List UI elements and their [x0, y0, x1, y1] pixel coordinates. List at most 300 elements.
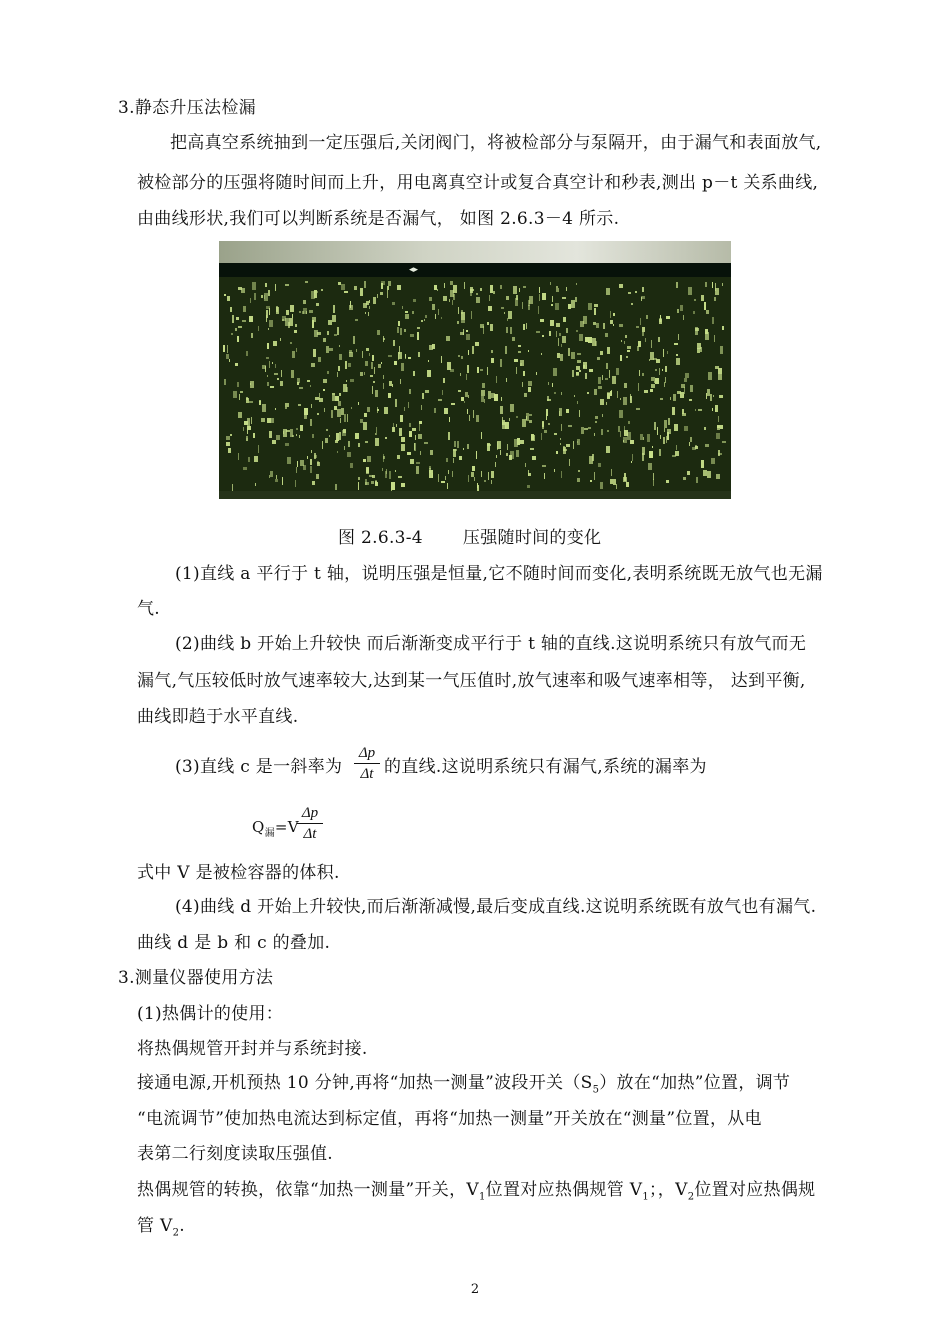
noise-mark	[494, 397, 496, 400]
item-2-line: (2)曲线 b 开始上升较快 而后渐渐变成平行于 t 轴的直线.这说明系统只有放气而无	[175, 634, 807, 654]
noise-mark	[392, 384, 393, 387]
noise-mark	[419, 424, 420, 431]
noise-mark	[636, 408, 640, 410]
noise-mark	[268, 290, 270, 296]
noise-mark	[578, 470, 580, 472]
noise-mark	[463, 329, 464, 335]
noise-mark	[313, 349, 316, 357]
noise-mark	[383, 383, 384, 389]
noise-mark	[223, 345, 225, 352]
noise-mark	[258, 326, 259, 331]
noise-mark	[518, 351, 521, 353]
noise-mark	[295, 480, 296, 487]
noise-mark	[290, 342, 292, 344]
noise-mark	[315, 397, 319, 400]
noise-mark	[358, 402, 359, 405]
subscript: 2	[687, 1191, 695, 1203]
noise-mark	[286, 310, 289, 315]
noise-mark	[424, 442, 428, 444]
noise-mark	[356, 349, 357, 352]
noise-mark	[639, 370, 640, 376]
noise-mark	[528, 473, 531, 476]
noise-mark	[424, 319, 425, 321]
noise-mark	[365, 479, 367, 485]
fraction-denominator: Δt	[360, 766, 374, 782]
noise-mark	[473, 410, 474, 418]
noise-mark	[276, 306, 278, 312]
noise-mark	[559, 333, 561, 336]
item-2-line: 曲线即趋于水平直线.	[137, 707, 299, 727]
noise-mark	[303, 300, 306, 304]
noise-mark	[285, 407, 287, 409]
noise-mark	[388, 393, 391, 398]
noise-mark	[276, 435, 280, 440]
noise-mark	[337, 327, 339, 335]
noise-mark	[589, 369, 593, 372]
noise-mark	[339, 345, 340, 347]
noise-mark	[358, 443, 360, 447]
noise-mark	[506, 453, 508, 456]
noise-mark	[556, 323, 560, 327]
noise-mark	[715, 366, 719, 369]
noise-mark	[664, 382, 665, 387]
noise-mark	[297, 382, 299, 385]
noise-mark	[311, 404, 312, 408]
noise-mark	[539, 287, 540, 293]
noise-mark	[532, 456, 536, 460]
noise-mark	[389, 381, 392, 386]
noise-mark	[319, 398, 323, 402]
noise-mark	[334, 334, 337, 336]
noise-mark	[597, 357, 600, 360]
noise-mark	[713, 395, 714, 397]
noise-mark	[677, 309, 679, 313]
noise-mark	[642, 287, 644, 292]
noise-mark	[441, 317, 442, 319]
noise-mark	[292, 435, 294, 437]
noise-mark	[643, 437, 644, 440]
noise-mark	[292, 314, 293, 318]
noise-mark	[716, 474, 720, 479]
noise-mark	[327, 331, 329, 335]
slope-fraction	[354, 744, 380, 783]
noise-mark	[524, 393, 527, 397]
noise-mark	[336, 433, 339, 441]
figure-bottom-strip	[219, 491, 731, 499]
section-heading-leak-test: 3.静态升压法检漏	[118, 98, 256, 118]
noise-mark	[484, 480, 486, 482]
noise-mark	[253, 433, 255, 438]
noise-mark	[525, 463, 526, 467]
noise-mark	[366, 348, 369, 351]
noise-mark	[548, 423, 550, 425]
noise-mark	[657, 427, 658, 435]
noise-mark	[407, 452, 411, 455]
noise-mark	[572, 370, 574, 377]
noise-mark	[444, 408, 448, 414]
noise-mark	[347, 452, 351, 457]
noise-mark	[350, 463, 353, 468]
noise-mark	[706, 393, 707, 399]
noise-mark	[547, 396, 549, 401]
noise-mark	[718, 453, 722, 455]
text-span: 管 V	[137, 1216, 173, 1236]
noise-mark	[445, 476, 446, 480]
noise-mark	[637, 346, 639, 351]
noise-mark	[466, 330, 468, 332]
noise-mark	[674, 343, 678, 345]
noise-mark	[430, 450, 433, 455]
noise-mark	[623, 440, 624, 442]
noise-mark	[654, 422, 656, 430]
noise-mark	[461, 320, 465, 323]
noise-mark	[625, 335, 627, 338]
noise-mark	[487, 367, 488, 375]
noise-mark	[666, 316, 670, 319]
noise-mark	[468, 395, 469, 398]
noise-mark	[333, 305, 335, 313]
noise-mark	[364, 413, 367, 417]
noise-mark	[323, 389, 325, 391]
noise-mark	[611, 469, 612, 476]
noise-mark	[297, 461, 298, 467]
noise-mark	[311, 450, 312, 453]
noise-mark	[708, 372, 712, 380]
noise-mark	[380, 292, 383, 295]
text-span: 接通电源,开机预热 10 分钟,再将“加热一测量”波段开关（S	[137, 1073, 593, 1093]
noise-mark	[627, 346, 631, 349]
noise-mark	[382, 468, 383, 471]
noise-mark	[375, 433, 376, 435]
noise-mark	[476, 451, 477, 459]
noise-mark	[556, 286, 558, 288]
noise-mark	[350, 379, 354, 382]
noise-mark	[276, 475, 277, 479]
noise-mark	[490, 285, 493, 293]
noise-mark	[542, 335, 544, 337]
noise-mark	[416, 466, 419, 474]
noise-mark	[291, 370, 294, 378]
noise-mark	[659, 318, 662, 322]
noise-mark	[398, 321, 400, 326]
noise-mark	[596, 323, 599, 328]
noise-mark	[309, 310, 313, 313]
noise-mark	[716, 433, 720, 439]
noise-mark	[267, 343, 269, 349]
noise-mark	[413, 371, 415, 376]
noise-mark	[467, 409, 468, 414]
noise-mark	[491, 471, 494, 478]
noise-mark	[371, 481, 374, 484]
noise-mark	[507, 444, 508, 450]
noise-mark	[510, 404, 514, 412]
noise-mark	[484, 399, 485, 403]
noise-mark	[264, 293, 268, 301]
noise-mark	[641, 296, 645, 299]
noise-mark	[683, 394, 684, 396]
noise-mark	[300, 425, 303, 431]
noise-mark	[250, 298, 251, 303]
noise-mark	[519, 288, 520, 292]
noise-mark	[377, 294, 378, 298]
noise-mark	[549, 331, 551, 336]
noise-mark	[224, 379, 226, 385]
noise-mark	[560, 438, 561, 440]
noise-mark	[712, 408, 713, 411]
noise-mark	[368, 312, 369, 316]
noise-mark	[281, 370, 282, 377]
noise-mark	[476, 415, 479, 422]
pressure-time-figure	[219, 241, 731, 499]
noise-mark	[710, 394, 712, 401]
noise-mark	[269, 431, 272, 438]
noise-mark	[369, 353, 370, 356]
noise-mark	[385, 437, 387, 439]
noise-mark	[536, 372, 537, 375]
noise-mark	[441, 356, 442, 363]
noise-mark	[383, 454, 384, 462]
noise-mark	[376, 427, 377, 435]
noise-mark	[438, 309, 439, 315]
noise-mark	[667, 429, 671, 434]
noise-mark	[626, 482, 629, 487]
noise-mark	[397, 455, 400, 459]
noise-mark	[539, 294, 540, 301]
noise-mark	[664, 420, 667, 428]
noise-mark	[704, 302, 706, 310]
noise-mark	[627, 350, 630, 352]
noise-mark	[441, 481, 445, 483]
paragraph-line: 由曲线形状,我们可以判断系统是否漏气， 如图 2.6.3－4 所示.	[137, 209, 620, 229]
noise-mark	[645, 338, 646, 342]
noise-mark	[469, 415, 470, 421]
noise-mark	[358, 477, 360, 480]
noise-mark	[246, 436, 248, 438]
noise-mark	[255, 483, 256, 486]
noise-mark	[505, 346, 507, 354]
noise-mark	[227, 345, 228, 353]
noise-mark	[509, 418, 510, 421]
noise-mark	[326, 346, 329, 353]
noise-mark	[397, 285, 401, 290]
noise-mark	[491, 350, 493, 353]
noise-mark	[457, 441, 459, 448]
noise-mark	[351, 407, 352, 409]
noise-mark	[711, 458, 715, 464]
noise-mark	[482, 383, 485, 388]
noise-mark	[605, 378, 608, 380]
noise-mark	[626, 356, 628, 358]
noise-mark	[620, 398, 621, 400]
noise-mark	[454, 441, 456, 447]
noise-mark	[651, 384, 655, 388]
noise-mark	[658, 337, 660, 342]
noise-mark	[600, 482, 603, 489]
noise-mark	[438, 399, 442, 401]
noise-mark	[375, 480, 377, 482]
noise-mark	[348, 363, 351, 367]
noise-mark	[312, 434, 314, 438]
noise-mark	[701, 460, 704, 468]
noise-mark	[557, 353, 560, 358]
noise-mark	[516, 295, 518, 300]
noise-mark	[400, 415, 403, 422]
noise-mark	[266, 315, 267, 322]
noise-mark	[500, 359, 502, 367]
noise-mark	[501, 307, 504, 309]
noise-mark	[369, 475, 373, 477]
noise-mark	[556, 451, 558, 454]
noise-mark	[610, 320, 613, 324]
noise-mark	[272, 362, 273, 364]
noise-mark	[526, 413, 529, 421]
noise-mark	[296, 348, 297, 352]
noise-mark	[425, 315, 427, 318]
noise-mark	[694, 299, 696, 301]
noise-mark	[337, 409, 341, 417]
noise-mark	[576, 366, 580, 370]
noise-mark	[720, 425, 723, 429]
text-span: ）放在“加热”位置，调节	[599, 1073, 791, 1093]
noise-mark	[663, 349, 664, 357]
noise-mark	[676, 358, 680, 365]
item-4-line: (4)曲线 d 开始上升较快,而后渐渐减慢,最后变成直线.这说明系统既有放气也有漏气.	[175, 897, 817, 917]
noise-mark	[646, 315, 648, 319]
noise-mark	[538, 306, 539, 314]
noise-mark	[480, 369, 483, 371]
noise-mark	[490, 324, 493, 331]
noise-mark	[269, 361, 270, 368]
noise-mark	[651, 340, 652, 348]
noise-mark	[541, 353, 542, 355]
noise-mark	[583, 365, 585, 368]
noise-mark	[338, 401, 341, 406]
noise-mark	[409, 389, 411, 394]
noise-mark	[427, 370, 431, 377]
noise-mark	[606, 288, 610, 295]
noise-mark	[399, 428, 402, 436]
noise-mark	[523, 324, 525, 330]
noise-mark	[542, 421, 544, 427]
noise-mark	[689, 399, 692, 401]
noise-mark	[370, 375, 373, 377]
noise-mark	[487, 322, 489, 325]
noise-mark	[501, 397, 502, 401]
noise-mark	[325, 438, 328, 443]
noise-mark	[675, 451, 679, 456]
noise-mark	[414, 443, 416, 451]
noise-mark	[683, 477, 686, 480]
noise-mark	[418, 434, 422, 439]
noise-mark	[317, 413, 319, 415]
noise-mark	[267, 375, 268, 377]
noise-mark	[262, 404, 266, 412]
noise-mark	[594, 472, 595, 480]
noise-mark	[343, 384, 347, 392]
noise-mark	[704, 427, 706, 430]
noise-mark	[695, 446, 698, 449]
noise-mark	[367, 407, 370, 412]
noise-mark	[676, 282, 678, 288]
noise-mark	[242, 320, 246, 322]
noise-mark	[405, 311, 408, 313]
noise-mark	[468, 350, 469, 355]
noise-mark	[638, 383, 639, 391]
noise-mark	[310, 385, 311, 387]
noise-mark	[695, 409, 696, 411]
noise-mark	[660, 398, 663, 400]
noise-mark	[642, 373, 644, 376]
noise-mark	[619, 284, 623, 288]
noise-mark	[329, 348, 333, 351]
noise-mark	[355, 319, 358, 321]
noise-mark	[544, 473, 545, 479]
noise-mark	[295, 324, 297, 327]
noise-mark	[396, 424, 397, 427]
noise-mark	[324, 408, 325, 412]
noise-mark	[417, 332, 419, 340]
noise-mark	[237, 382, 239, 387]
paragraph-line: “电流调节”使加热电流达到标定值，再将“加热一测量”开关放在“测量”位置，从电	[137, 1109, 762, 1129]
noise-mark	[442, 390, 443, 395]
noise-mark	[474, 477, 475, 481]
noise-mark	[340, 418, 341, 423]
figure-bar-mark: ◂▸	[409, 265, 419, 275]
noise-mark	[273, 341, 277, 346]
noise-mark	[238, 412, 242, 418]
noise-mark	[665, 377, 666, 383]
noise-mark	[672, 407, 675, 415]
noise-mark	[561, 424, 562, 431]
noise-mark	[715, 405, 718, 412]
noise-mark	[429, 297, 432, 301]
noise-mark	[310, 419, 312, 426]
noise-mark	[326, 429, 328, 431]
noise-mark	[358, 482, 359, 490]
noise-mark	[628, 292, 631, 294]
noise-mark	[338, 366, 340, 371]
noise-mark	[329, 435, 330, 437]
noise-mark	[422, 393, 424, 399]
noise-mark	[246, 351, 248, 356]
noise-mark	[688, 287, 692, 295]
noise-mark	[461, 356, 463, 359]
noise-mark	[600, 399, 604, 405]
noise-mark	[612, 376, 616, 384]
noise-mark	[450, 281, 453, 285]
noise-mark	[655, 369, 657, 371]
noise-mark	[395, 399, 397, 407]
noise-mark	[659, 368, 660, 375]
noise-mark	[304, 413, 307, 419]
noise-mark	[618, 426, 620, 432]
noise-mark	[690, 437, 692, 442]
noise-mark	[345, 361, 347, 369]
noise-mark	[595, 421, 597, 423]
noise-mark	[232, 315, 234, 323]
noise-mark	[229, 359, 230, 362]
noise-mark	[468, 475, 469, 482]
noise-mark	[413, 299, 416, 302]
noise-mark	[680, 305, 683, 311]
noise-mark	[550, 320, 554, 326]
noise-mark	[348, 441, 350, 447]
noise-mark	[402, 306, 403, 309]
noise-mark	[450, 369, 454, 372]
noise-mark	[579, 410, 580, 417]
noise-mark	[594, 433, 595, 436]
text-span: 位置对应热偶规	[694, 1180, 816, 1200]
